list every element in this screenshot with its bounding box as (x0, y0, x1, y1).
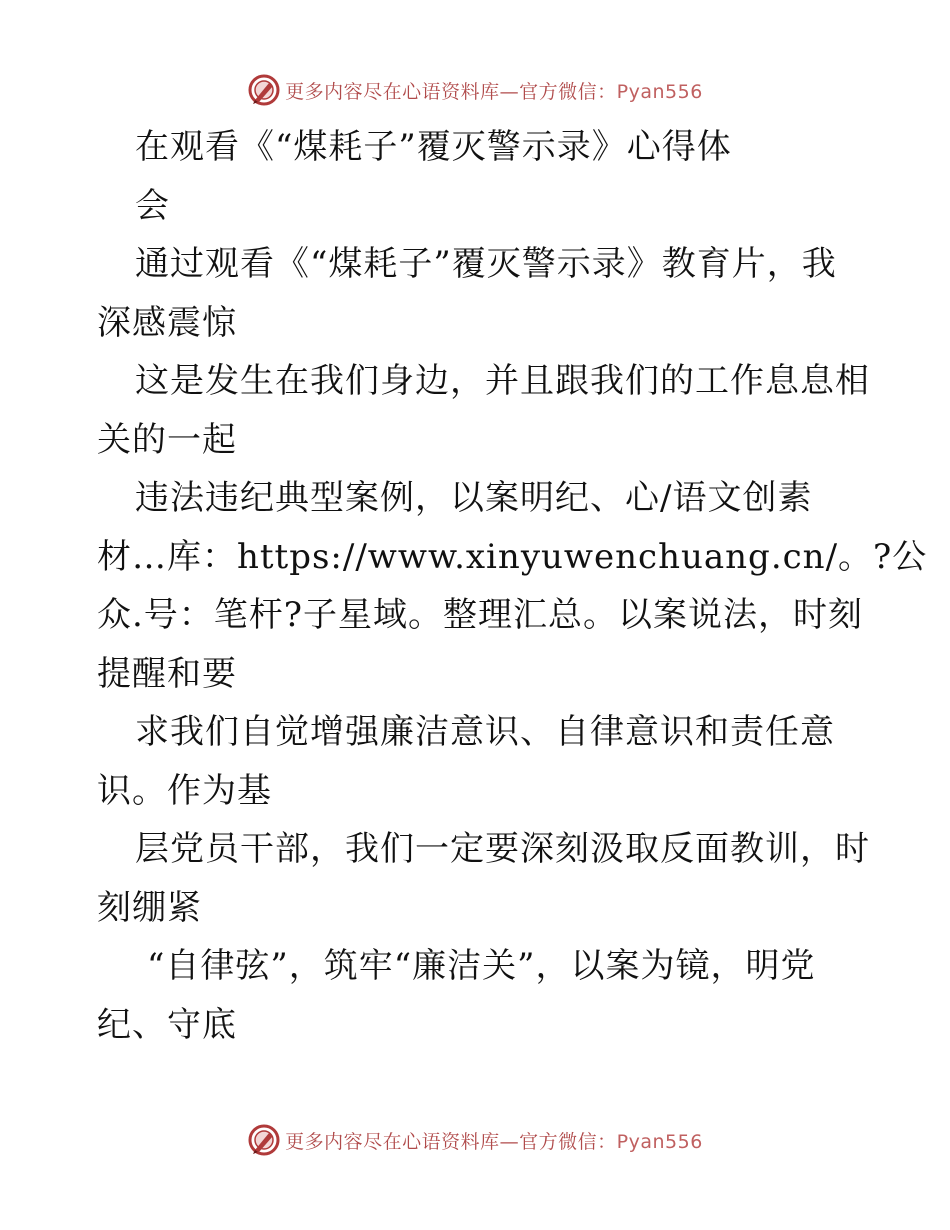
doc-paragraph-line: 众.号：笔杆?子星域。整理汇总。以案说法，时刻 (97, 595, 864, 635)
pen-logo-icon (247, 1123, 281, 1157)
doc-paragraph-line: “自律弦”，筑牢“廉洁关”，以案为镜，明党 (147, 946, 816, 986)
doc-paragraph-line: 这是发生在我们身边，并且跟我们的工作息息相 (135, 361, 870, 401)
footer-watermark (0, 1120, 950, 1160)
header-watermark-text: 更多内容尽在心语资料库—官方微信：Pyan556 (285, 80, 703, 103)
doc-paragraph-line: 刻绷紧 (97, 887, 202, 928)
header-watermark (0, 70, 950, 110)
pen-logo-icon (247, 73, 281, 107)
doc-title-line-2: 会 (135, 185, 170, 226)
doc-paragraph-line: 提醒和要 (97, 653, 237, 694)
doc-paragraph-line: 识。作为基 (97, 770, 272, 811)
doc-paragraph-line: 层党员干部，我们一定要深刻汲取反面教训，时 (135, 829, 870, 869)
document-body (97, 118, 928, 1054)
doc-paragraph-line: 关的一起 (97, 419, 237, 460)
doc-paragraph-line: 纪、守底 (97, 1004, 237, 1045)
doc-paragraph-line: 违法违纪典型案例，以案明纪、心/语文创素 (135, 478, 813, 518)
doc-paragraph-line: 通过观看《“煤耗子”覆灭警示录》教育片，我 (135, 244, 837, 284)
header-wechat-id: Pyan556 (616, 80, 703, 103)
doc-paragraph-line: 深感震惊 (97, 302, 237, 343)
doc-paragraph-line: 材…库：https://www.xinyuwenchuang.cn/。?公 (97, 536, 928, 577)
footer-watermark-text: 更多内容尽在心语资料库—官方微信：Pyan556 (285, 1130, 703, 1153)
doc-title-line-1: 在观看《“煤耗子”覆灭警示录》心得体 (135, 127, 732, 167)
footer-wechat-id: Pyan556 (616, 1130, 703, 1153)
doc-paragraph-line: 求我们自觉增强廉洁意识、自律意识和责任意 (135, 712, 835, 752)
